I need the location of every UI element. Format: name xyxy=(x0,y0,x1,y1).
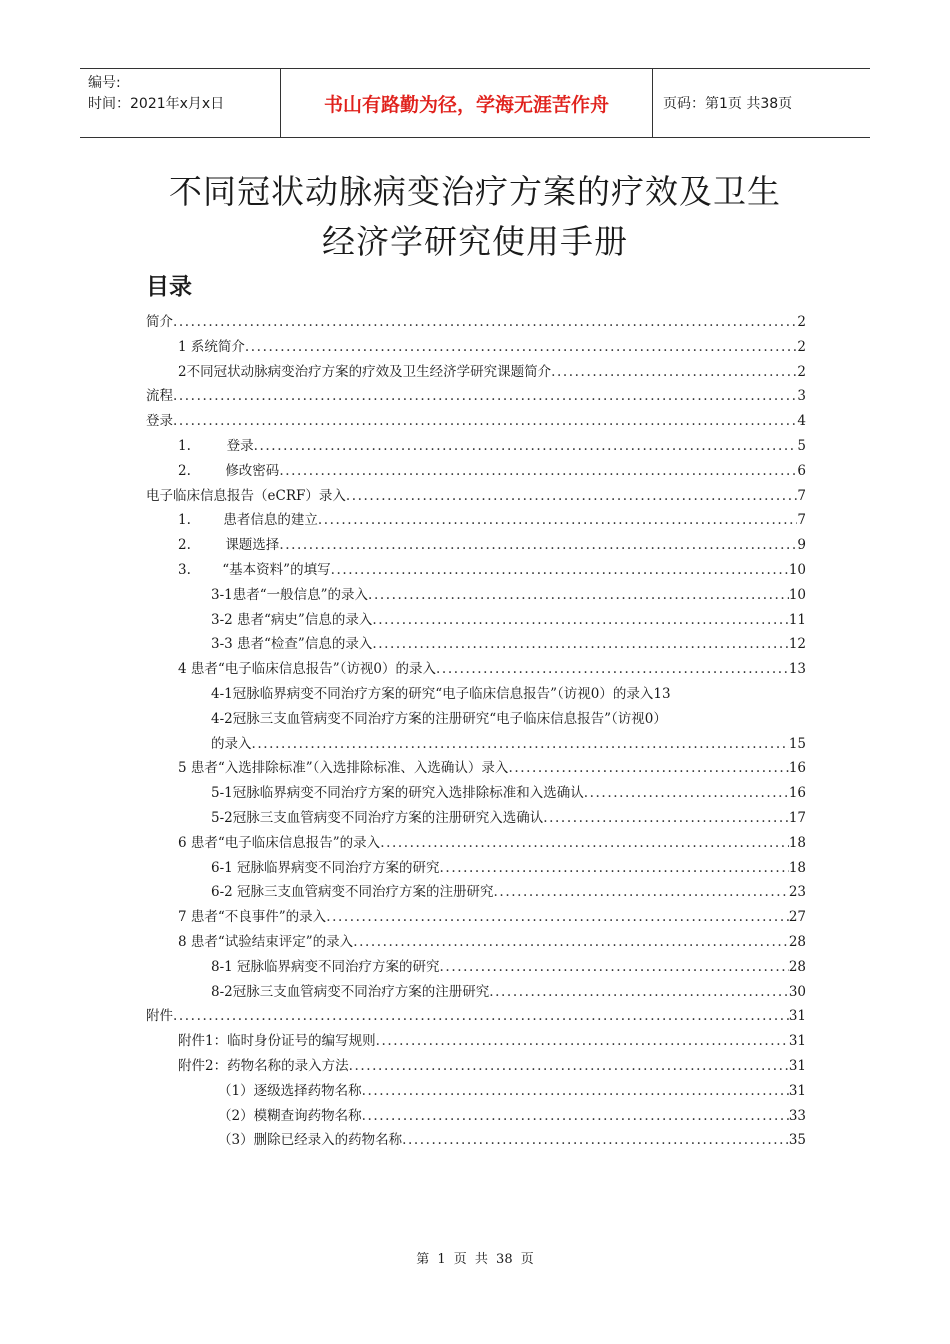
document-title-line1: 不同冠状动脉病变治疗方案的疗效及卫生 xyxy=(169,172,781,211)
toc-entry[interactable]: （2）模糊查询药物名称 ..... 33 xyxy=(146,1104,806,1129)
table-of-contents xyxy=(146,310,806,1153)
toc-entry[interactable]: 8-2冠脉三支血管病变不同治疗方案的注册研究 ..... 30 xyxy=(146,980,806,1005)
toc-entry[interactable]: 简介 ..... 2 xyxy=(146,310,806,335)
toc-entry[interactable]: 2不同冠状动脉病变治疗方案的疗效及卫生经济学研究课题简介 ..... 2 xyxy=(146,360,806,385)
toc-entry[interactable]: 5-2冠脉三支血管病变不同治疗方案的注册研究入选确认 ..... 17 xyxy=(146,806,806,831)
toc-entry[interactable]: 4-2冠脉三支血管病变不同治疗方案的注册研究“电子临床信息报告”（访视0） xyxy=(211,710,667,727)
toc-entry[interactable]: 3-3 患者“检查”信息的录入 ..... 12 xyxy=(146,632,806,657)
toc-entry[interactable]: （1）逐级选择药物名称 ..... 31 xyxy=(146,1079,806,1104)
toc-entry[interactable]: 6-1 冠脉临界病变不同治疗方案的研究 ..... 18 xyxy=(146,856,806,881)
toc-entry[interactable]: 3. “基本资料”的填写 ..... 10 xyxy=(146,558,806,583)
toc-entry[interactable]: 登录 ..... 4 xyxy=(146,409,806,434)
header-table xyxy=(80,68,870,138)
toc-entry[interactable]: 1. 患者信息的建立 ..... 7 xyxy=(146,508,806,533)
toc-entry[interactable]: 5-1冠脉临界病变不同治疗方案的研究入选排除标准和入选确认 ..... 16 xyxy=(146,781,806,806)
header-left-cell xyxy=(80,69,280,137)
toc-entry[interactable]: 5 患者“入选排除标准”（入选排除标准、入选确认）录入 ..... 16 xyxy=(146,756,806,781)
page-info: 页码：第1页 共38页 xyxy=(663,96,793,112)
toc-entry-continuation[interactable]: 的录入 ..... 15 xyxy=(146,732,806,757)
toc-entry[interactable]: 3-2 患者“病史”信息的录入 ..... 11 xyxy=(146,608,806,633)
toc-entry[interactable]: 6 患者“电子临床信息报告”的录入 ..... 18 xyxy=(146,831,806,856)
toc-entry[interactable]: 2. 修改密码 ..... 6 xyxy=(146,459,806,484)
toc-entry[interactable]: 电子临床信息报告（eCRF）录入 ..... 7 xyxy=(146,484,806,509)
time-label: 时间：2021年x月x日 xyxy=(88,96,225,112)
toc-heading: 目录 xyxy=(146,274,192,300)
page-footer: 第 1 页 共 38 页 xyxy=(416,1252,534,1267)
toc-entry[interactable]: 1 系统简介 ..... 2 xyxy=(146,335,806,360)
toc-entry[interactable]: 1. 登录 ..... 5 xyxy=(146,434,806,459)
toc-entry[interactable]: 4-1冠脉临界病变不同治疗方案的研究“电子临床信息报告”（访视0）的录入 13 xyxy=(211,685,671,702)
toc-entry[interactable]: 4 患者“电子临床信息报告”（访视0）的录入 ..... 13 xyxy=(146,657,806,682)
toc-entry[interactable]: 2. 课题选择 ..... 9 xyxy=(146,533,806,558)
toc-entry[interactable]: 附件 ..... 31 xyxy=(146,1004,806,1029)
toc-entry[interactable]: 8 患者“试验结束评定”的录入 ..... 28 xyxy=(146,930,806,955)
toc-entry[interactable]: 附件2：药物名称的录入方法 ..... 31 xyxy=(146,1054,806,1079)
toc-entry[interactable]: （3）删除已经录入的药物名称 ..... 35 xyxy=(146,1128,806,1153)
toc-entry[interactable]: 7 患者“不良事件”的录入 ..... 27 xyxy=(146,905,806,930)
toc-entry[interactable]: 附件1：临时身份证号的编写规则 ..... 31 xyxy=(146,1029,806,1054)
toc-entry[interactable]: 8-1 冠脉临界病变不同治疗方案的研究 ..... 28 xyxy=(146,955,806,980)
toc-entry[interactable]: 6-2 冠脉三支血管病变不同治疗方案的注册研究 ..... 23 xyxy=(146,880,806,905)
motto: 书山有路勤为径，学海无涯苦作舟 xyxy=(280,69,653,137)
number-label: 编号: xyxy=(88,75,121,91)
document-title-line2: 经济学研究使用手册 xyxy=(322,222,628,261)
toc-entry[interactable]: 3-1患者“一般信息”的录入 ..... 10 xyxy=(146,583,806,608)
toc-entry[interactable]: 流程 ..... 3 xyxy=(146,384,806,409)
